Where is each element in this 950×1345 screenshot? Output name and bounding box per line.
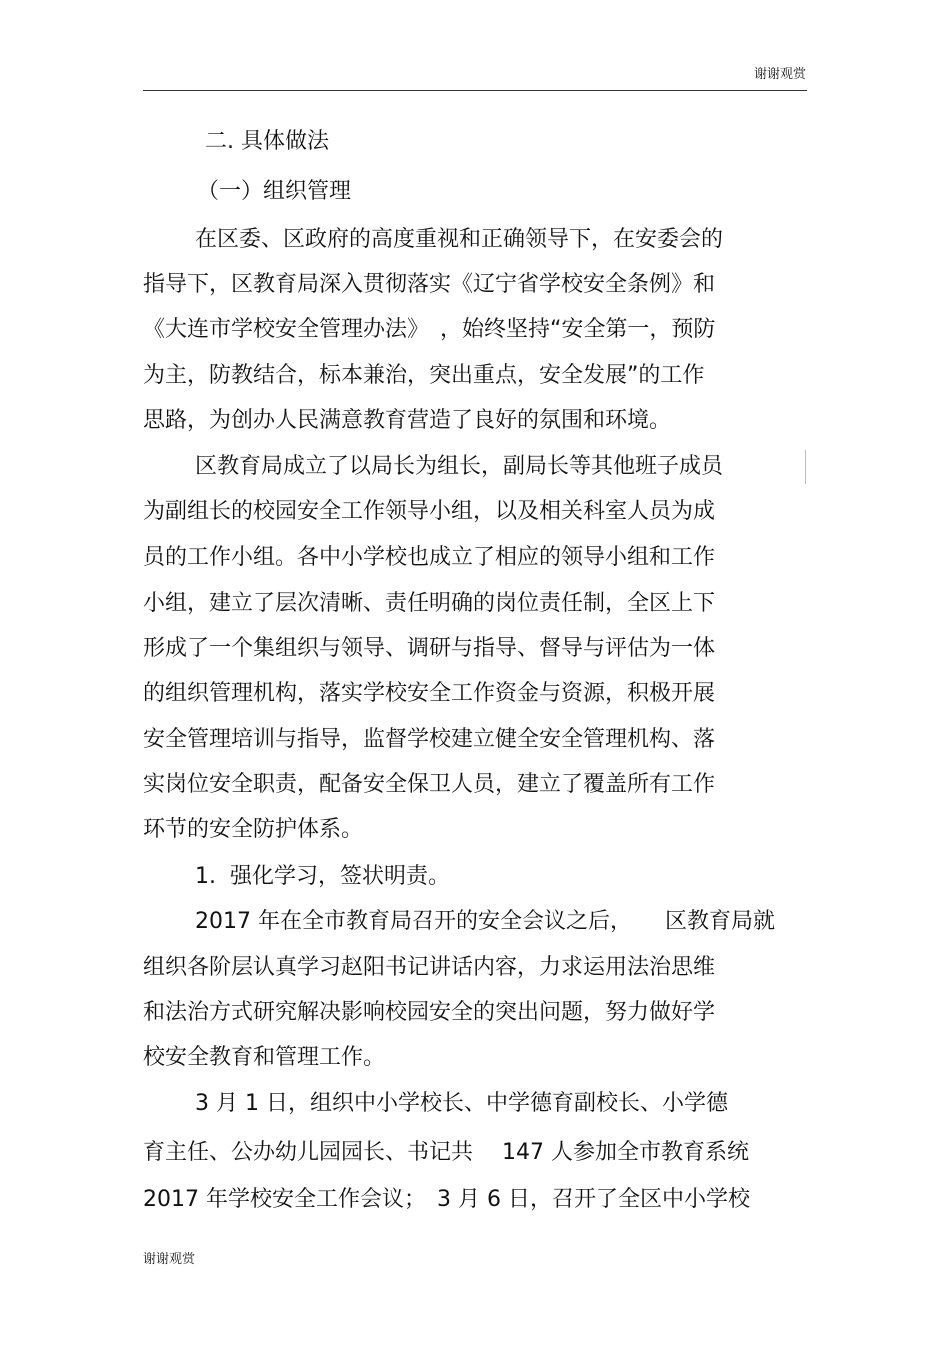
paragraph-line: 安全管理培训与指导，监督学校建立健全安全管理机构、落	[143, 727, 716, 752]
paragraph-line: 《大连市学校安全管理办法》 ，始终坚持“安全第一，预防	[143, 317, 716, 342]
paragraph-line: 思路，为创办人民满意教育营造了良好的氛围和环境。	[143, 408, 672, 433]
paragraph-line: 2017 年在全市教育局召开的安全会议之后， 区教育局就	[195, 909, 775, 934]
paragraph-line: 指导下，区教育局深入贯彻落实《辽宁省学校安全条例》和	[143, 272, 716, 297]
paragraph-line: 育主任、公办幼儿园园长、书记共 147 人参加全市教育系统	[143, 1140, 749, 1165]
section-heading: 二. 具体做法	[205, 129, 329, 154]
paragraph-line: 2017 年学校安全工作会议； 3 月 6 日，召开了全区中小学校	[143, 1187, 750, 1212]
paragraph-line: 为副组长的校园安全工作领导小组，以及相关科室人员为成	[143, 499, 716, 524]
paragraph-line: 为主，防教结合，标本兼治，突出重点，安全发展”的工作	[143, 363, 705, 388]
paragraph-line: 和法治方式研究解决影响校园安全的突出问题，努力做好学	[143, 1000, 716, 1025]
paragraph-line: 在区委、区政府的高度重视和正确领导下，在安委会的	[195, 227, 724, 252]
subsection-heading: （一）组织管理	[197, 179, 352, 204]
header-text: 谢谢观赏	[753, 67, 806, 82]
paragraph-line: 校安全教育和管理工作。	[143, 1045, 386, 1070]
paragraph-line: 实岗位安全职责，配备安全保卫人员，建立了覆盖所有工作	[143, 772, 716, 797]
paragraph-line: 形成了一个集组织与领导、调研与指导、督导与评估为一体	[143, 636, 716, 661]
paragraph-line: 区教育局成立了以局长为组长，副局长等其他班子成员	[195, 454, 724, 479]
paragraph-line: 3 月 1 日，组织中小学校长、中学德育副校长、小学德	[195, 1091, 728, 1116]
footer-text: 谢谢观赏	[143, 1252, 196, 1267]
numbered-heading: 1. 强化学习，签状明责。	[195, 864, 450, 889]
header-divider	[143, 90, 807, 91]
paragraph-line: 小组，建立了层次清晰、责任明确的岗位责任制，全区上下	[143, 591, 716, 616]
paragraph-line: 员的工作小组。各中小学校也成立了相应的领导小组和工作	[143, 545, 716, 570]
paragraph-line: 组织各阶层认真学习赵阳书记讲话内容，力求运用法治思维	[143, 955, 716, 980]
margin-mark	[805, 450, 806, 484]
paragraph-line: 的组织管理机构，落实学校安全工作资金与资源，积极开展	[143, 681, 716, 706]
paragraph-line: 环节的安全防护体系。	[143, 817, 364, 842]
